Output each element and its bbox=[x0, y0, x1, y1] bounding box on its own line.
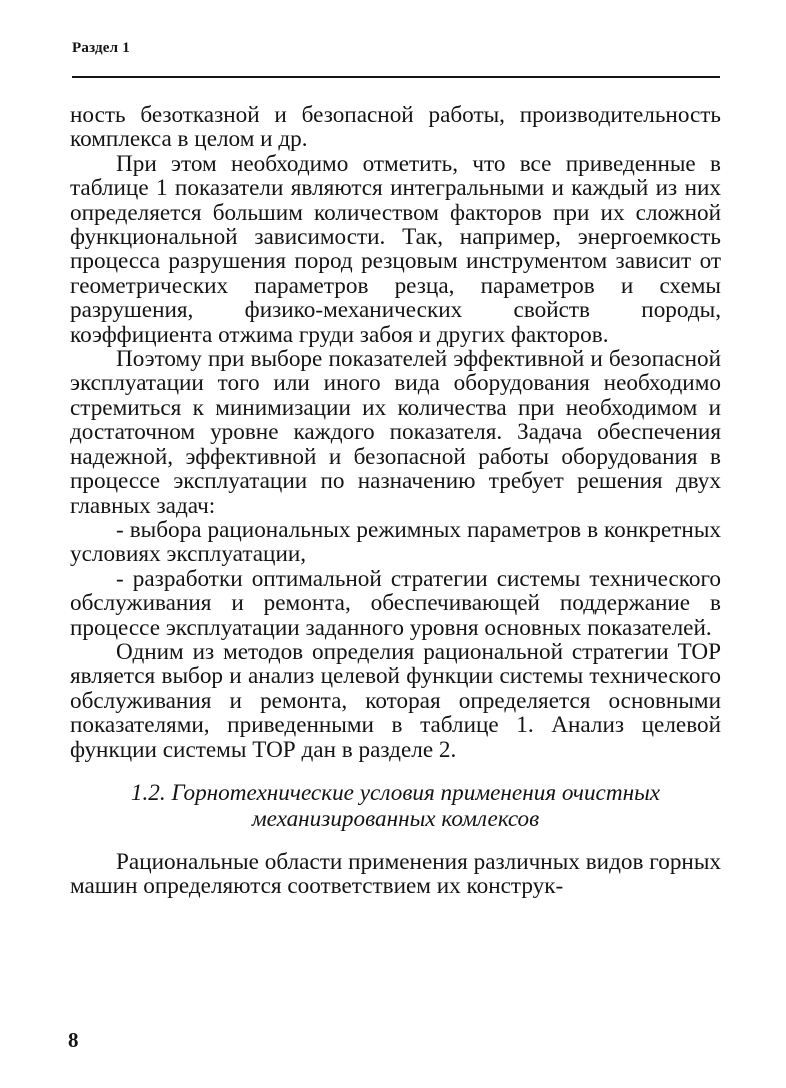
section-heading bbox=[70, 780, 721, 832]
running-head: Раздел 1 bbox=[72, 40, 130, 56]
paragraph-continuation: ность безотказной и безопасной работы, производительность комплекса в целом и др. bbox=[70, 102, 721, 153]
section-heading-line-2: механизированных комлексов bbox=[251, 805, 540, 832]
paragraph-applications: Рациональные области применения различных видов горных машин определяются соответствием их конструк- bbox=[70, 848, 721, 900]
paragraph-factors: При этом необходимо отметить, что все приведенные в таблице 1 показатели являются интегральными и каждый из них определяется большим количеством факторов при их сложной функциональной зависимости. Так, например, энергоемкость процесса разрушения пород резцовым инструментом зависит от геометрических параметров резца, параметров и схемы разрушения, физико-механических свойств породы, коэффициента отжима груди забоя и других факторов. bbox=[70, 150, 721, 348]
paragraph-indicators: Поэтому при выборе показателей эффективной и безопасной эксплуатации того или иного вида оборудования необходимо стремиться к минимизации их количества при необходимом и достаточном уровне каждого показателя. Задача обеспечения надежной, эффективной и безопасной работы оборудования в процессе эксплуатации по назначению требует решения двух главных задач: bbox=[70, 346, 721, 519]
header-divider bbox=[72, 76, 720, 78]
list-item-modes: - выбора рациональных режимных параметров в конкретных условиях эксплуатации, bbox=[70, 516, 721, 568]
list-item-strategy: - разработки оптимальной стратегии системы технического обслуживания и ремонта, обеспечивающей поддержание в процессе эксплуатации заданного уровня основных показателей. bbox=[70, 565, 721, 641]
section-heading-line-1: 1.2. Горнотехнические условия применения очистных bbox=[130, 779, 661, 806]
page-body bbox=[70, 103, 721, 899]
page-number: 8 bbox=[68, 1028, 79, 1052]
paragraph-tor: Одним из методов определия рациональной стратегии ТОР является выбор и анализ целевой функции системы технического обслуживания и ремонта, которая определяется основными показателями, приведенными в таблице 1. Анализ целевой функции системы ТОР дан в разделе 2. bbox=[70, 638, 721, 763]
